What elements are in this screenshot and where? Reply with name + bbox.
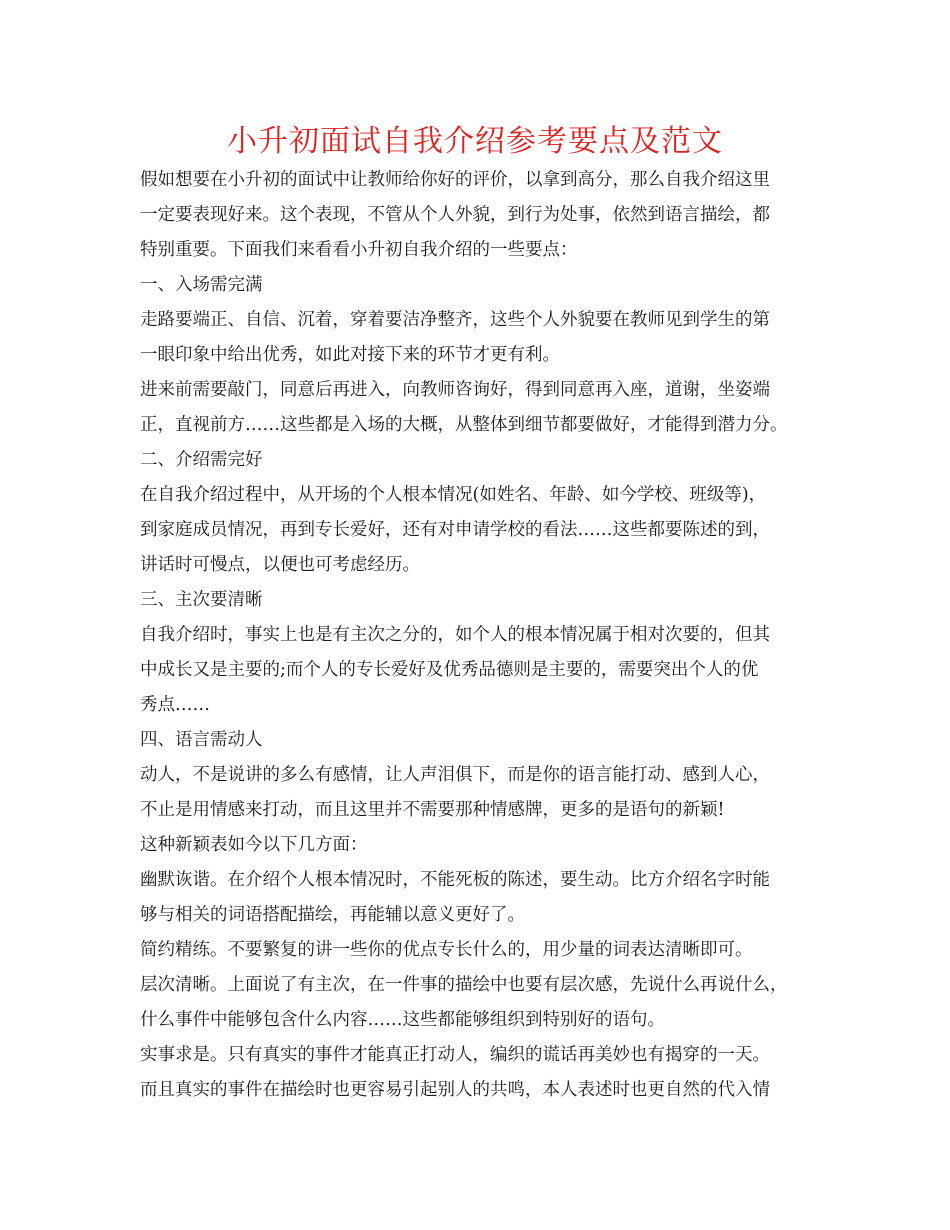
- paragraph-line: 一定要表现好来。这个表现，不管从个人外貌，到行为处事，依然到语言描绘，都: [140, 205, 770, 225]
- paragraph-line: 讲话时可慢点，以便也可考虑经历。: [140, 555, 420, 575]
- section-heading: 一、入场需完满: [140, 275, 263, 295]
- document-title: 小升初面试自我介绍参考要点及范文: [227, 124, 723, 159]
- section-heading: 三、主次要清晰: [140, 590, 263, 610]
- paragraph-line: 进来前需要敲门，同意后再进入，向教师咨询好，得到同意再入座，道谢，坐姿端: [140, 380, 770, 400]
- paragraph-line: 而且真实的事件在描绘时也更容易引起别人的共鸣，本人表述时也更自然的代入情: [140, 1080, 770, 1100]
- paragraph-line: 简约精练。不要繁复的讲一些你的优点专长什么的，用少量的词表达清晰即可。: [140, 940, 753, 960]
- paragraph-line: 动人，不是说讲的多么有感情，让人声泪俱下，而是你的语言能打动、感到人心，: [140, 765, 770, 785]
- paragraph-line: 幽默诙谐。在介绍个人根本情况时，不能死板的陈述，要生动。比方介绍名字时能: [140, 870, 770, 890]
- paragraph-line: 到家庭成员情况，再到专长爱好，还有对申请学校的看法……这些都要陈述的到，: [140, 520, 770, 540]
- paragraph-line: 够与相关的词语搭配描绘，再能辅以意义更好了。: [140, 905, 525, 925]
- paragraph-line: 秀点……: [140, 695, 210, 715]
- paragraph-line: 什么事件中能够包含什么内容……这些都能够组织到特别好的语句。: [140, 1010, 665, 1030]
- paragraph-line: 特别重要。下面我们来看看小升初自我介绍的一些要点：: [140, 240, 578, 260]
- paragraph-line: 自我介绍时，事实上也是有主次之分的，如个人的根本情况属于相对次要的，但其: [140, 625, 770, 645]
- paragraph-line: 一眼印象中给出优秀，如此对接下来的环节才更有利。: [140, 345, 560, 365]
- section-heading: 二、介绍需完好: [140, 450, 263, 470]
- paragraph-line: 走路要端正、自信、沉着，穿着要洁净整齐，这些个人外貌要在教师见到学生的第: [140, 310, 770, 330]
- paragraph-line: 层次清晰。上面说了有主次，在一件事的描绘中也要有层次感，先说什么再说什么，: [140, 975, 788, 995]
- section-heading: 四、语言需动人: [140, 730, 263, 750]
- paragraph-line: 正，直视前方……这些都是入场的大概，从整体到细节都要做好，才能得到潜力分。: [140, 415, 788, 435]
- paragraph-line: 中成长又是主要的;而个人的专长爱好及优秀品德则是主要的，需要突出个人的优: [140, 660, 759, 680]
- paragraph-line: 假如想要在小升初的面试中让教师给你好的评价，以拿到高分，那么自我介绍这里: [140, 170, 770, 190]
- paragraph-line: 这种新颖表如今以下几方面：: [140, 835, 368, 855]
- paragraph-line: 在自我介绍过程中，从开场的个人根本情况(如姓名、年龄、如今学校、班级等)，: [140, 485, 767, 505]
- paragraph-line: 实事求是。只有真实的事件才能真正打动人，编织的谎话再美妙也有揭穿的一天。: [140, 1045, 770, 1065]
- paragraph-line: 不止是用情感来打动，而且这里并不需要那种情感牌，更多的是语句的新颖!: [140, 800, 725, 820]
